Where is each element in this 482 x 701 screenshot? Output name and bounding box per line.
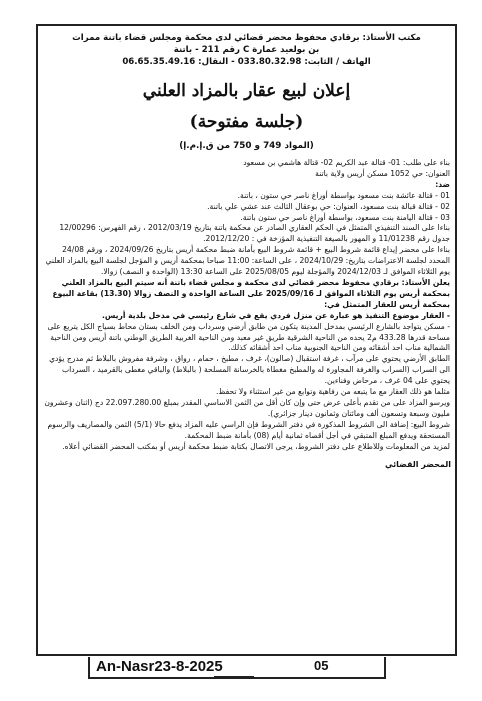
announcement-frame: [36, 24, 457, 656]
auction-announcement-paragraph: يعلن الأستاذ: برقادي محفوظ محضر قضائي لدى محكمة و مجلس قضاء باتنة أنه سيتم البيع بالمزاد العلني بمحكمة أريس يوم الثلاثاء الموافق لـ 2025/09/16 على الساعة الواحدة و النصف زوالا (13.30) بقاعة البيوع بمحكمة أريس للعقار المتمثل في:: [52, 277, 450, 309]
newspaper-issue-label: An-Nasr23-8-2025: [96, 658, 223, 675]
contact-info-paragraph: لمزيد من المعلومات وللاطلاع على دفتر الشروط، يرجى الاتصال بكتابة ضبط محكمة أريس أو بمكتب المحضر القضائي أعلاه.: [62, 441, 450, 451]
page-number-underline: [214, 676, 254, 678]
office-header-line2: بن بولعيد عمارة C رقم 211 - باتنة: [173, 45, 320, 55]
announcement-subtitle: (جلسة مفتوحة): [189, 112, 304, 132]
legal-reference: (المواد 749 و 750 من ق.إ.م.إ): [179, 141, 314, 151]
enforcement-title-paragraph: بناءا على السند التنفيذي المتمثل في الحكم العقاري الصادر عن محكمة باتنة بتاريخ 2012/03/19 ، رقم الفهرس: 12/00296 جدول رقم 11/01238 و المهور بالصيغة التنفيذية المؤرخة في : 2012/12/20.: [59, 223, 450, 244]
requester-address: العنوان: حي 1052 مسكن أريس ولاية باتنة: [315, 168, 450, 178]
defendant-3: 03 - قتالة اليامنة بنت مسعود، بواسطة أوراغ ناصر حي ستون باتنة.: [240, 212, 450, 222]
office-header-line3: الهاتف / الثابت: 033.80.32.98 - النقال: 06.65.35.49.16: [122, 57, 371, 67]
office-header: [42, 32, 451, 68]
property-summary: - العقار موضوع التنفيذ هو عبارة عن منزل فردي يقع في شارع رئيسي في مدخل بلدية أريس.: [102, 310, 450, 320]
office-header-line1: مكتب الأستاذ: برقادي محفوظ محضر قضائي لدى محكمة ومجلس قضاء باتنة ممرات: [72, 33, 421, 43]
ground-floor-description: الطابق الأرضي يحتوي على مرآب ، غرفة استقبال (صالون)، غرف ، مطبخ ، حمام ، رواق ، وشرفة مفروش بالبلاط ثم مدرج يؤدي الى السراب (السراب والغرفة المجاورة له والمطبخ مغطاة بالخرسانة المسلحة ( بالبلاط) والباقي مغطى بالقرميد ، السرداب يحتوي على 04 غرف ، مرحاض وفناءين.: [49, 354, 450, 386]
bailiff-signature: المحضر القضائي: [384, 460, 451, 470]
defendant-1: 01 - قتالة عائشة بنت مسعود بواسطة أوراغ ناصر حي ستون ، باتنة.: [237, 190, 450, 200]
against-label: ضد:: [435, 179, 450, 189]
announcement-title: إعلان لبيع عقار بالمزاد العلني: [142, 81, 351, 101]
filing-paragraph: بناءا على محضر إيداع قائمة شروط البيع + قائمة شروط البيع بأمانة ضبط محكمة أريس بتاريخ 2024/09/26 ، ورقم 24/08 المحدد لجلسة الاعتراضات بتاريخ: 2024/10/29 ، على الساعة: 11:00 صباحا بمحكمة أريس و المؤجل لجلسة البيع بالمزاد العلني يوم الثلاثاء الموافق لـ 2024/12/03 والمؤجلة ليوم 2025/08/05 على الساعة 13:30 (الواحدة و النصف) زوالا.: [45, 245, 450, 277]
requester-line: بناء على طلب: 01- قتالة عبد الكريم 02- قتالة هاشمي بن مسعود: [243, 158, 450, 167]
page-number: 05: [314, 658, 329, 673]
property-as-is-clause: مثلما هو ذلك العقار مع ما يتبعه من رفاهية وتوابع من غير استثناء ولا تحفظ.: [215, 387, 450, 397]
sale-conditions-paragraph: شروط البيع: إضافة الى الشروط المذكورة في دفتر الشروط فإن الراسي عليه المزاد يدفع حالا (5/1) الثمن والمصاريف والرسوم المستحقة ويدفع المبلغ المتبقي في أجل أقصاه ثمانية أيام (08) بأمانة ضبط المحكمة.: [47, 419, 450, 440]
announcement-body: [42, 158, 451, 452]
defendant-2: 02 - قتالة قبالة بنت مسعود، العنوان: حي بوعقال الثالث عند عشي علي باتنة.: [207, 201, 450, 211]
announcement-content: [42, 30, 451, 650]
base-price-paragraph: ويرسو المزاد على من تقدم بأعلى عرض حتى وإن كان أقل من الثمن الاساسي المقدر بمبلغ 22.097.280.00 دج (اثنان وعشرون مليون وسبعة وتسعون ألف ومائتان وثمانون دينار جزائري).: [44, 397, 450, 418]
property-description: - مسكن يتواجد بالشارع الرئيسي بمدخل المدينة يتكون من طابق أرضي وسرداب ومن الخلف بستان محاط بسياج الكل يتربع على مساحة قدرها 433.28 م2 يحده من الناحية الشرقية طريق غير معبد ومن الناحية الغربية الطريق الوطني باتنة أريس ومن الناحية الشمالية مناب احد أشقائه ومن الناحية الجنوبية مناب احد أشقائه كذلك.: [47, 321, 450, 353]
